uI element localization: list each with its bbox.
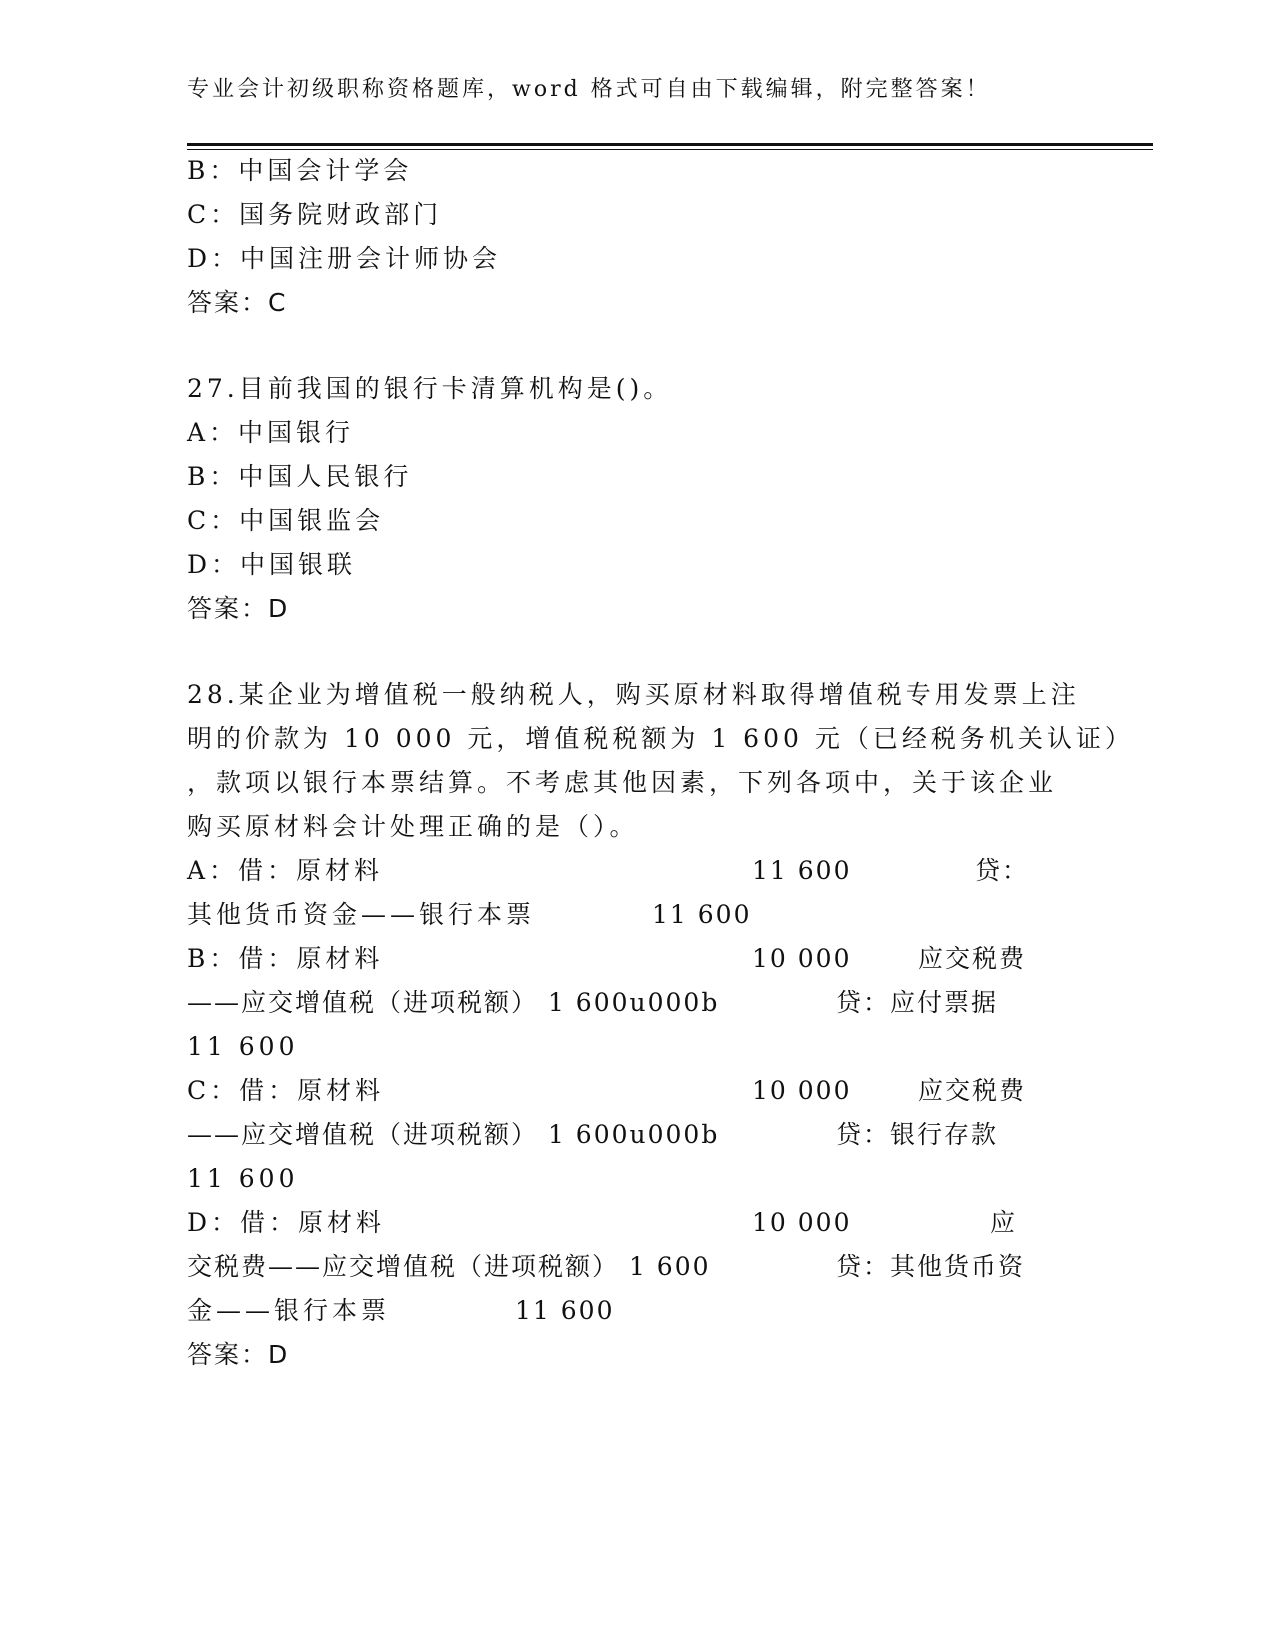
q27-option-b: B：中国人民银行 — [187, 462, 413, 491]
q28-option-d-line-2: 交税费——应交增值税（进项税额） 1 600 — [187, 1252, 711, 1281]
header-rule-thin — [187, 149, 1153, 150]
q28-option-b-line-3: 11 600 — [187, 1032, 299, 1061]
q28-stem-line-4: 购买原材料会计处理正确的是（）。 — [187, 812, 639, 841]
q28-stem-line-1: 28.某企业为增值税一般纳税人，购买原材料取得增值税专用发票上注 — [187, 680, 1080, 709]
q28-answer: 答案：D — [187, 1340, 290, 1369]
q28-option-c-line-1: C：借：原材料 — [187, 1076, 385, 1105]
q28-option-d-right-2: 贷：其他货币资 — [836, 1252, 1026, 1281]
q28-option-b-right-1: 应交税费 — [918, 944, 1027, 973]
q28-option-a-line-2: 其他货币资金——银行本票 — [187, 900, 536, 929]
q28-option-b-amount-1: 10 000 — [752, 944, 852, 973]
q28-option-c-right-2: 贷：银行存款 — [836, 1120, 999, 1149]
q28-option-b-line-1: B：借：原材料 — [187, 944, 384, 973]
q28-option-c-amount-1: 10 000 — [752, 1076, 852, 1105]
q26-option-b: B：中国会计学会 — [187, 156, 413, 185]
q28-option-a-amount-1: 11 600 — [752, 856, 852, 885]
q28-option-c-right-1: 应交税费 — [918, 1076, 1027, 1105]
q26-option-d: D：中国注册会计师协会 — [187, 244, 502, 273]
q27-option-d: D：中国银联 — [187, 550, 357, 579]
q28-option-a-right-1: 贷： — [975, 856, 1030, 885]
q28-option-d-amount-1: 10 000 — [752, 1208, 852, 1237]
page-header: 专业会计初级职称资格题库，word 格式可自由下载编辑，附完整答案！ — [187, 77, 991, 102]
q27-answer: 答案：D — [187, 594, 290, 623]
q28-option-b-right-2: 贷：应付票据 — [836, 988, 999, 1017]
q28-option-c-line-3: 11 600 — [187, 1164, 299, 1193]
q28-option-d-right-1: 应 — [990, 1208, 1018, 1237]
q27-option-a: A：中国银行 — [187, 418, 355, 447]
q27-option-c: C：中国银监会 — [187, 506, 385, 535]
q28-stem-line-3: ，款项以银行本票结算。不考虑其他因素，下列各项中，关于该企业 — [187, 768, 1058, 797]
q28-option-d-line-1: D：借：原材料 — [187, 1208, 386, 1237]
q28-stem-line-2: 明的价款为 10 000 元，增值税税额为 1 600 元（已经税务机关认证） — [187, 724, 1134, 753]
q28-option-a-amount-2: 11 600 — [652, 900, 752, 929]
q28-option-b-line-2: ——应交增值税（进项税额） 1 600u000b — [187, 988, 720, 1017]
q28-option-c-line-2: ——应交增值税（进项税额） 1 600u000b — [187, 1120, 720, 1149]
q28-option-a-line-1: A：借：原材料 — [187, 856, 384, 885]
q26-option-c: C：国务院财政部门 — [187, 200, 443, 229]
header-rule-thick — [187, 143, 1153, 146]
q28-option-d-amount-3: 11 600 — [515, 1296, 615, 1325]
q28-option-d-line-3: 金——银行本票 — [187, 1296, 391, 1325]
q27-stem: 27.目前我国的银行卡清算机构是()。 — [187, 374, 673, 403]
q26-answer: 答案：C — [187, 288, 288, 317]
